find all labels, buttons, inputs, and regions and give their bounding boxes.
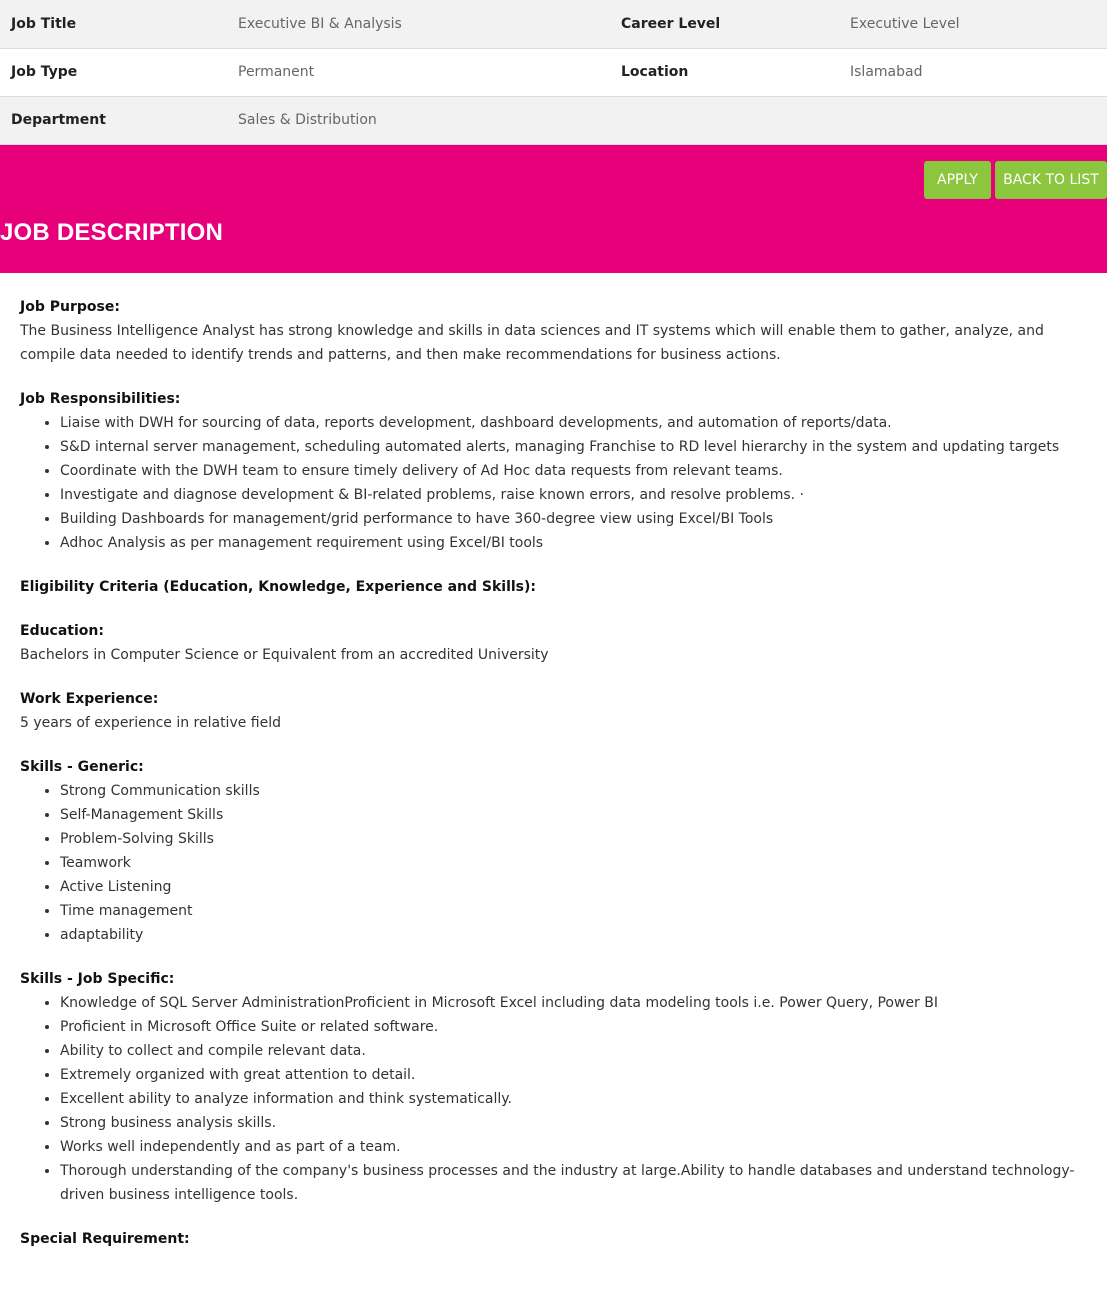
list-item: • Strong Communication skills: [60, 779, 1087, 803]
back-to-list-button[interactable]: BACK TO LIST: [995, 161, 1107, 199]
special-requirement-heading: Special Requirement:: [20, 1230, 190, 1247]
location-label: Location: [621, 64, 689, 80]
list-item: • Liaise with DWH for sourcing of data, reports development, dashboard developments, and automation of reports/data.: [60, 411, 1087, 435]
list-item: • Knowledge of SQL Server AdministrationProficient in Microsoft Excel including data modeling tools i.e. Power Query, Power BI: [60, 991, 1087, 1015]
list-item: • Investigate and diagnose development & BI-related problems, raise known errors, and resolve problems. ·: [60, 483, 1087, 507]
skills-specific-heading: Skills - Job Specific:: [20, 970, 175, 987]
list-item: • Extremely organized with great attention to detail.: [60, 1063, 1087, 1087]
list-item: • adaptability: [60, 923, 1087, 947]
list-item: • Ability to collect and compile relevant data.: [60, 1039, 1087, 1063]
responsibilities-section: [20, 387, 1087, 555]
list-item: • S&D internal server management, scheduling automated alerts, managing Franchise to RD level hierarchy in the system and updating targets: [60, 435, 1087, 459]
eligibility-section: [20, 575, 1087, 599]
job-description-banner: [0, 145, 1107, 273]
education-text: Bachelors in Computer Science or Equivalent from an accredited University: [20, 646, 549, 663]
list-item: • Teamwork: [60, 851, 1087, 875]
career-level-label: Career Level: [621, 15, 721, 32]
job-title-value: Executive BI & Analysis: [238, 15, 402, 32]
list-item: • Thorough understanding of the company's business processes and the industry at large.Ability to handle databases and understand technology-driven business intelligence tools.: [60, 1159, 1087, 1207]
experience-text: 5 years of experience in relative field: [20, 714, 282, 731]
special-requirement-section: [20, 1227, 1087, 1251]
skills-specific-list: [20, 991, 1087, 1207]
job-details-row: [0, 0, 1107, 48]
list-item: • Time management: [60, 899, 1087, 923]
education-section: [20, 619, 1087, 667]
list-item: • Proficient in Microsoft Office Suite or related software.: [60, 1015, 1087, 1039]
responsibilities-list: [20, 411, 1087, 555]
empty-value: [839, 96, 1107, 144]
list-item: • Adhoc Analysis as per management requirement using Excel/BI tools: [60, 531, 1087, 555]
list-item: • Strong business analysis skills.: [60, 1111, 1087, 1135]
job-purpose-heading: Job Purpose:: [20, 298, 120, 315]
skills-generic-heading: Skills - Generic:: [20, 758, 144, 775]
list-item: • Building Dashboards for management/grid performance to have 360-degree view using Excel/BI Tools: [60, 507, 1087, 531]
location-value: Islamabad: [850, 64, 923, 80]
experience-section: [20, 687, 1087, 735]
career-level-value: Executive Level: [850, 15, 960, 32]
experience-heading: Work Experience:: [20, 690, 159, 707]
responsibilities-heading: Job Responsibilities:: [20, 390, 181, 407]
list-item: • Excellent ability to analyze information and think systematically.: [60, 1087, 1087, 1111]
empty-label: [610, 96, 839, 144]
department-value: Sales & Distribution: [238, 112, 377, 128]
job-type-label: Job Type: [11, 64, 78, 80]
job-type-value: Permanent: [238, 64, 315, 80]
job-details-row: [0, 96, 1107, 144]
skills-generic-section: [20, 755, 1087, 947]
job-description-body: [0, 273, 1107, 1251]
eligibility-heading: Eligibility Criteria (Education, Knowledge, Experience and Skills):: [20, 578, 537, 595]
list-item: • Problem-Solving Skills: [60, 827, 1087, 851]
job-title-label: Job Title: [11, 15, 77, 32]
section-title: JOB DESCRIPTION: [0, 218, 224, 246]
list-item: • Self-Management Skills: [60, 803, 1087, 827]
department-label: Department: [11, 112, 106, 128]
list-item: • Coordinate with the DWH team to ensure timely delivery of Ad Hoc data requests from relevant teams.: [60, 459, 1087, 483]
list-item: • Works well independently and as part of a team.: [60, 1135, 1087, 1159]
job-purpose-text: The Business Intelligence Analyst has strong knowledge and skills in data sciences and IT systems which will enable them to gather, analyze, and compile data needed to identify trends and patterns, and then make recommendations for business actions.: [20, 322, 1044, 363]
skills-generic-list: [20, 779, 1087, 947]
job-details-row: [0, 48, 1107, 96]
job-purpose-section: [20, 295, 1087, 367]
job-details-table: [0, 0, 1107, 145]
apply-button[interactable]: APPLY: [924, 161, 991, 199]
education-heading: Education:: [20, 622, 104, 639]
skills-specific-section: [20, 967, 1087, 1207]
list-item: • Active Listening: [60, 875, 1087, 899]
